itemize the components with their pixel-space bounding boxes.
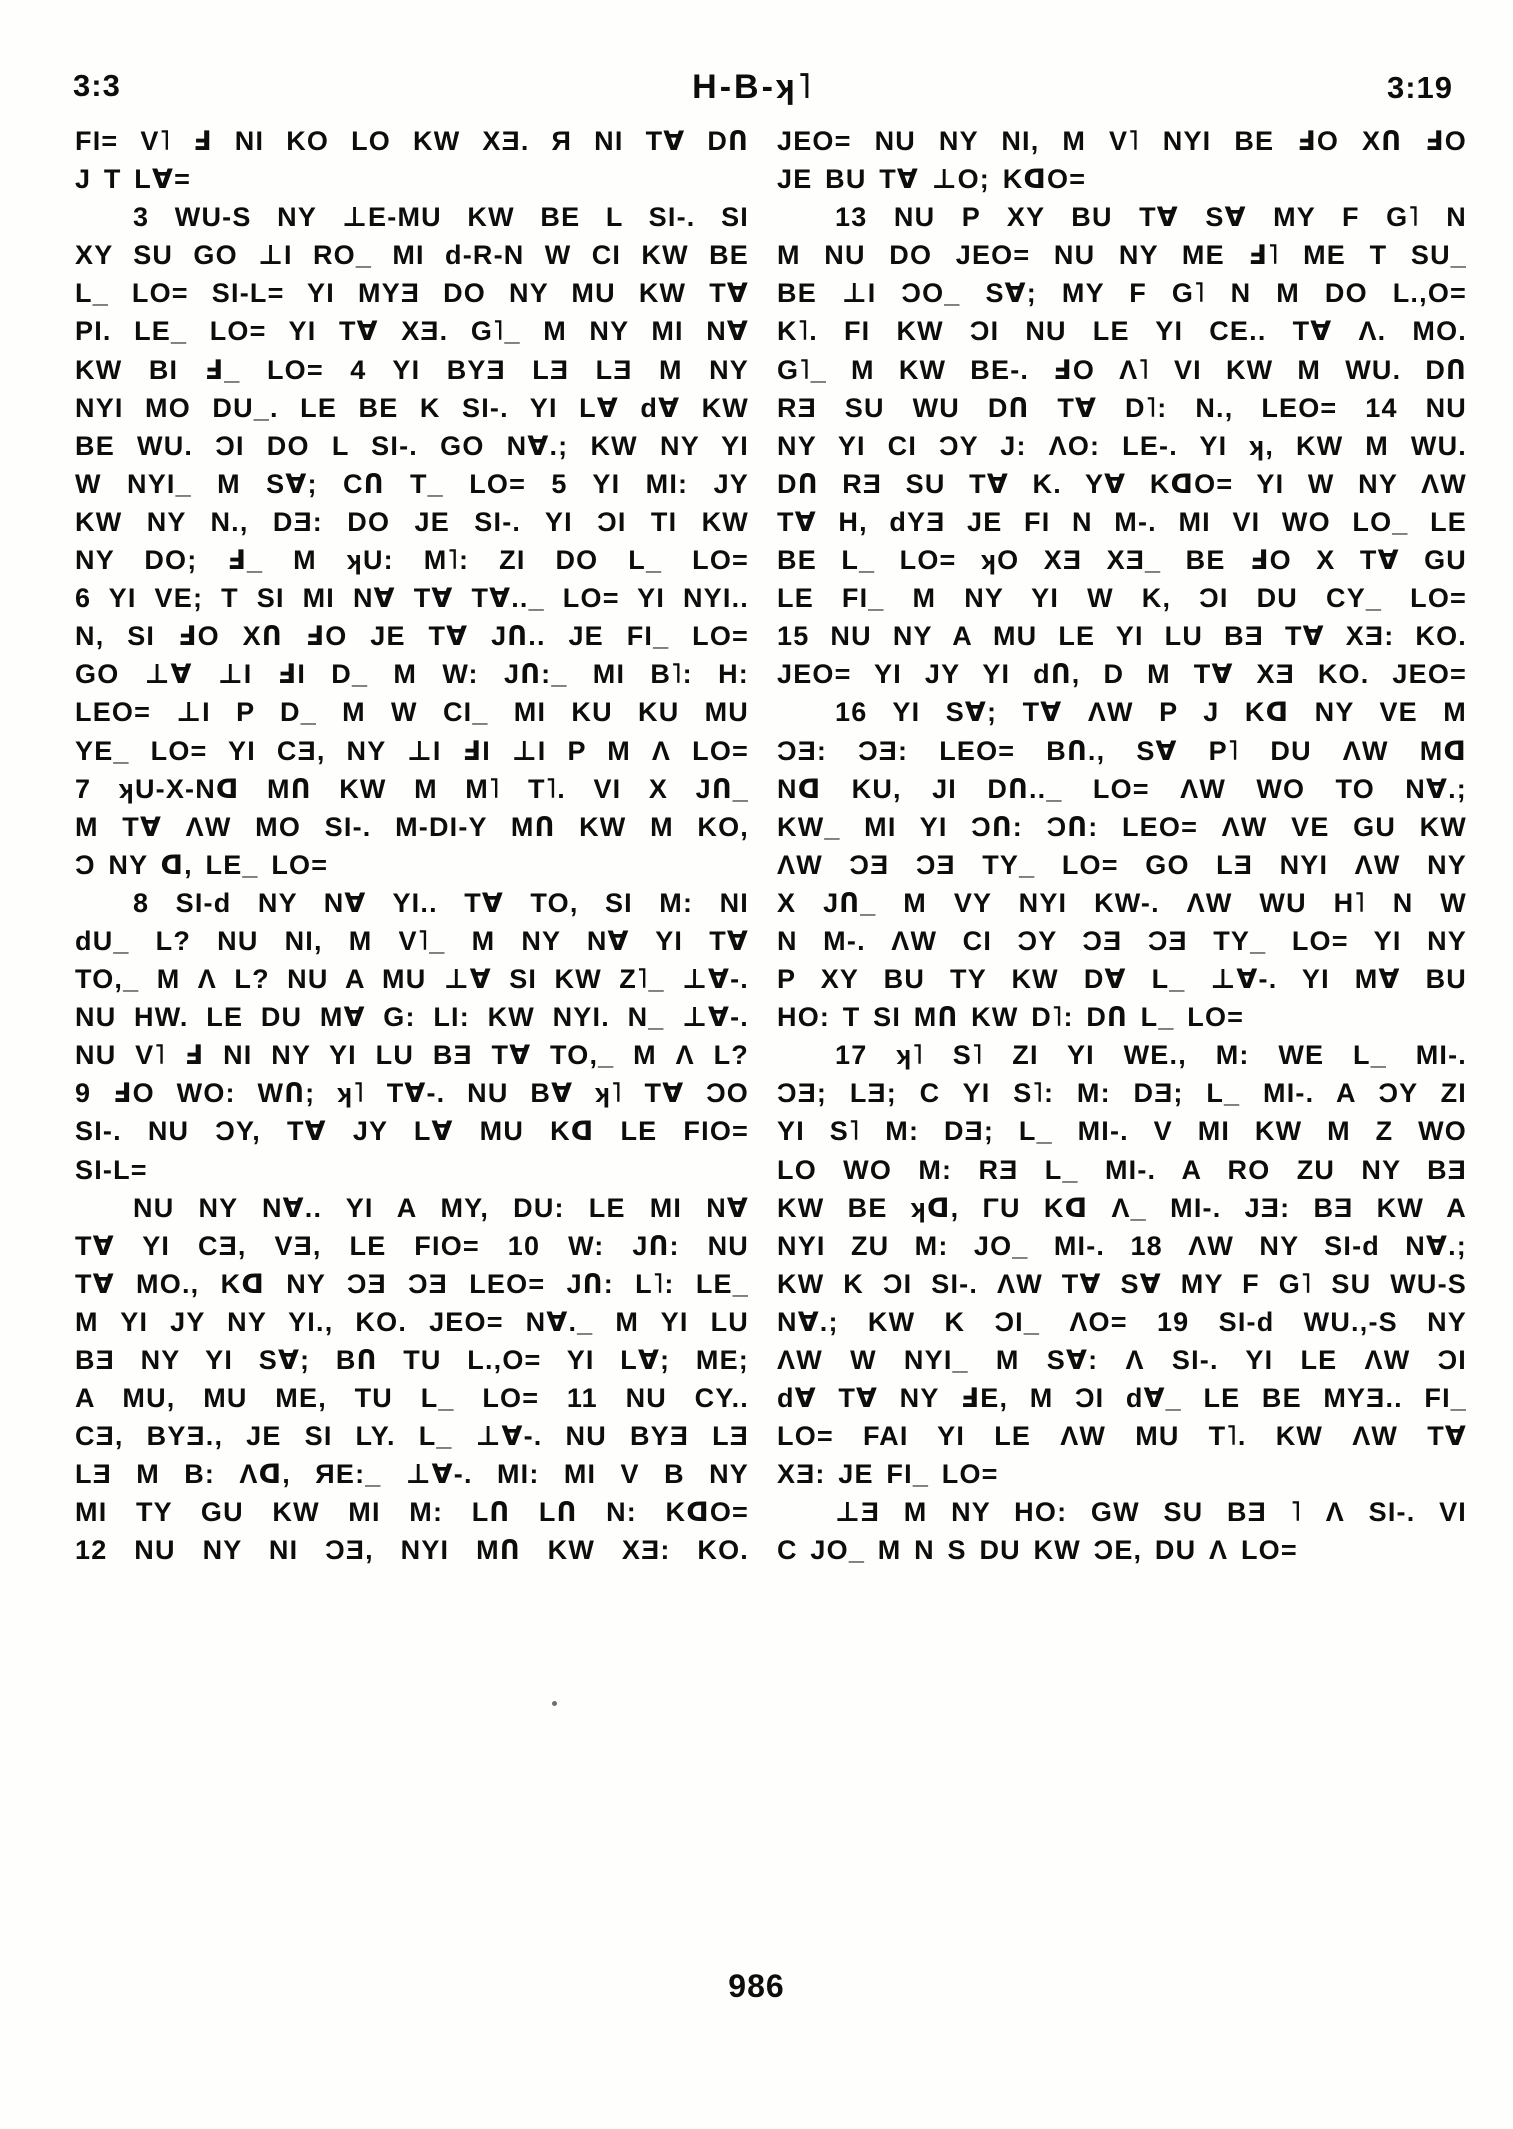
running-head-title: H-B-ʞ˥ bbox=[692, 68, 814, 106]
ink-speck bbox=[552, 1701, 557, 1706]
text-line: YI S˥ M: DƎ; L_ MI-. V MI KW M Z WO bbox=[777, 1116, 1467, 1147]
text-line: J T LⱯ= bbox=[75, 164, 192, 195]
text-line: LO WO M: RƎ L_ MI-. A RO ZU NY BƎ bbox=[777, 1154, 1467, 1185]
text-line: KW NY N., DƎ: DO JE SI-. YI ƆI TI KW bbox=[75, 506, 749, 537]
text-line: G˥_ M KW BE-. ℲO Λ˥ VI KW M WU. DՈ bbox=[777, 354, 1467, 385]
page-number: 986 bbox=[728, 1968, 785, 2004]
text-line: YE_ LO= YI CƎ, NY ⊥I ℲI ⊥I P M Λ LO= bbox=[75, 735, 749, 766]
text-line: 16 YI SⱯ; TⱯ ΛW P J Kᗡ NY VE M bbox=[835, 697, 1467, 728]
chapter-verse-right: 3:19 bbox=[1386, 70, 1453, 105]
text-line: 13 NU P XY BU TⱯ SⱯ MY F G˥ N bbox=[835, 202, 1467, 233]
text-line: NU NY NⱯ.. YI A MY, DU: LE MI NⱯ bbox=[133, 1192, 749, 1223]
text-line: TⱯ YI CƎ, VƎ, LE FIO= 10 W: JՈ: NU bbox=[75, 1230, 749, 1261]
text-line: X JՈ_ M VY NYI KW-. ΛW WU H˥ N W bbox=[777, 887, 1467, 918]
text-line: DՈ RƎ SU TⱯ K. YⱯ KᗡO= YI W NY ΛW bbox=[777, 468, 1467, 499]
text-line: NY YI CI ƆY J: ΛO: LE-. YI ʞ, KW M WU. bbox=[777, 430, 1467, 461]
text-line: KW_ MI YI ƆՈ: ƆՈ: LEO= ΛW VE GU KW bbox=[777, 811, 1467, 842]
text-line: 9 ℲO WO: WՈ; ʞ˥ TⱯ-. NU BⱯ ʞ˥ TⱯ ƆO bbox=[75, 1078, 749, 1109]
text-line: ⊥Ǝ M NY HO: GW SU BƎ ˥ Λ SI-. VI bbox=[835, 1497, 1467, 1528]
text-line: NYI MO DU_. LE BE K SI-. YI LⱯ dⱯ KW bbox=[75, 392, 749, 423]
text-line: Nᗡ KU, JI DՈ.._ LO= ΛW WO TO NⱯ.; bbox=[777, 773, 1467, 804]
text-line: XY SU GO ⊥I RO_ MI d-R-N W CI KW BE bbox=[75, 240, 749, 271]
text-line: GO ⊥Ɐ ⊥I ℲI D_ M W: JՈ:_ MI B˥: H: bbox=[75, 659, 749, 690]
running-header bbox=[73, 68, 1453, 108]
chapter-verse-left: 3:3 bbox=[73, 68, 121, 103]
text-line: JEO= YI JY YI dՈ, D M TⱯ XƎ KO. JEO= bbox=[777, 659, 1467, 690]
text-line: ΛW ƆƎ ƆƎ TY_ LO= GO LƎ NYI ΛW NY bbox=[777, 849, 1467, 880]
text-line: BE L_ LO= ʞO XƎ XƎ_ BE ℲO X TⱯ GU bbox=[777, 545, 1467, 576]
text-line: P XY BU TY KW DⱯ L_ ⊥Ɐ-. YI MⱯ BU bbox=[777, 964, 1467, 995]
text-line: 6 YI VE; T SI MI NⱯ TⱯ TⱯ.._ LO= YI NYI.. bbox=[75, 583, 749, 614]
text-line: ƆƎ: ƆƎ: LEO= BՈ., SⱯ P˥ DU ΛW Mᗡ bbox=[777, 735, 1467, 766]
text-line: FI= V˥ Ⅎ NI KO LO KW XƎ. Я NI TⱯ DՈ bbox=[75, 126, 749, 156]
text-line: NⱯ.; KW K ƆI_ ΛO= 19 SI-d WU.,-S NY bbox=[777, 1306, 1467, 1337]
text-line: JE BU TⱯ ⊥O; KᗡO= bbox=[777, 164, 1087, 195]
text-line: JEO= NU NY NI, M V˥ NYI BE ℲO XՈ ℲO bbox=[777, 126, 1467, 156]
text-line: LO= FAI YI LE ΛW MU T˥. KW ΛW TⱯ bbox=[777, 1421, 1467, 1452]
text-line: KW BE ʞᗡ, ΓU Kᗡ Λ_ MI-. JƎ: BƎ KW A bbox=[777, 1192, 1467, 1223]
text-line: BE ⊥I ƆO_ SⱯ; MY F G˥ N M DO L.,O= bbox=[777, 278, 1467, 309]
text-line: HO: T SI MՈ KW D˥: DՈ L_ LO= bbox=[777, 1002, 1245, 1033]
text-line: N, SI ℲO XՈ ℲO JE TⱯ JՈ.. JE FI_ LO= bbox=[75, 621, 749, 652]
text-line: NU V˥ Ⅎ NI NY YI LU BƎ TⱯ TO,_ M Λ L? bbox=[75, 1040, 749, 1071]
text-line: M NU DO JEO= NU NY ME Ⅎ˥ ME T SU_ bbox=[777, 240, 1467, 271]
text-line: RƎ SU WU DՈ TⱯ D˥: N., LEO= 14 NU bbox=[777, 392, 1467, 423]
text-line: K˥. FI KW ƆI NU LE YI CE.. TⱯ Λ. MO. bbox=[777, 316, 1467, 347]
text-line: C JO_ M N S DU KW ƆE, DU Λ LO= bbox=[777, 1535, 1298, 1566]
text-line: A MU, MU ME, TU L_ LO= 11 NU CY.. bbox=[75, 1383, 749, 1414]
text-line: NU HW. LE DU MⱯ G: LI: KW NYI. N_ ⊥Ɐ-. bbox=[75, 1002, 749, 1033]
text-line: TⱯ H, dYƎ JE FI N M-. MI VI WO LO_ LE bbox=[777, 506, 1467, 537]
text-line: BE WU. ƆI DO L SI-. GO NⱯ.; KW NY YI bbox=[75, 430, 749, 461]
text-line: M TⱯ ΛW MO SI-. M-DI-Y MՈ KW M KO, bbox=[75, 811, 749, 842]
text-line: Ɔ NY ᗡ, LE_ LO= bbox=[75, 849, 329, 880]
text-line: TⱯ MO., Kᗡ NY ƆƎ ƆƎ LEO= JՈ: L˥: LE_ bbox=[75, 1268, 749, 1299]
text-line: 8 SI-d NY NⱯ YI.. TⱯ TO, SI M: NI bbox=[133, 887, 749, 918]
text-line: XƎ: JE FI_ LO= bbox=[777, 1459, 999, 1490]
text-line: KW BI Ⅎ_ LO= 4 YI BYƎ LƎ LƎ M NY bbox=[75, 354, 749, 385]
text-line: 12 NU NY NI ƆƎ, NYI MՈ KW XƎ: KO. bbox=[75, 1535, 749, 1566]
text-line: LƎ M B: Λᗡ, ЯE:_ ⊥Ɐ-. MI: MI V B NY bbox=[75, 1459, 749, 1490]
text-line: L_ LO= SI-L= YI MYƎ DO NY MU KW TⱯ bbox=[75, 278, 749, 309]
text-line: N M-. ΛW CI ƆY ƆƎ ƆƎ TY_ LO= YI NY bbox=[777, 925, 1467, 956]
text-line: 15 NU NY A MU LE YI LU BƎ TⱯ XƎ: KO. bbox=[777, 621, 1467, 652]
text-column-right bbox=[777, 122, 1467, 1570]
text-line: BƎ NY YI SⱯ; BՈ TU L.,O= YI LⱯ; ME; bbox=[75, 1345, 749, 1375]
text-line: MI TY GU KW MI M: LՈ LՈ N: KᗡO= bbox=[75, 1497, 749, 1528]
text-line: LEO= ⊥I P D_ M W CI_ MI KU KU MU bbox=[75, 697, 749, 728]
text-line: TO,_ M Λ L? NU A MU ⊥Ɐ SI KW Z˥_ ⊥Ɐ-. bbox=[75, 964, 749, 995]
text-column-left bbox=[75, 122, 749, 1570]
text-line: 3 WU-S NY ⊥E-MU KW BE L SI-. SI bbox=[133, 202, 749, 233]
text-line: M YI JY NY YI., KO. JEO= NⱯ._ M YI LU bbox=[75, 1306, 749, 1337]
text-line: ΛW W NYI_ M SⱯ: Λ SI-. YI LE ΛW ƆI bbox=[777, 1345, 1467, 1375]
text-line: SI-. NU ƆY, TⱯ JY LⱯ MU Kᗡ LE FIO= bbox=[75, 1116, 749, 1147]
text-line: ƆƎ; LƎ; C YI S˥: M: DƎ; L_ MI-. A ƆY ZI bbox=[777, 1078, 1467, 1109]
text-line: dⱯ TⱯ NY ℲE, M ƆI dⱯ_ LE BE MYƎ.. FI_ bbox=[777, 1383, 1467, 1414]
text-line: dU_ L? NU NI, M V˥_ M NY NⱯ YI TⱯ bbox=[75, 925, 749, 956]
text-line: 7 ʞU-X-Nᗡ MՈ KW M M˥ T˥. VI X JՈ_ bbox=[75, 773, 749, 804]
text-line: SI-L= bbox=[75, 1154, 148, 1185]
text-line: PI. LE_ LO= YI TⱯ XƎ. G˥_ M NY MI NⱯ bbox=[75, 316, 749, 347]
text-line: LE FI_ M NY YI W K, ƆI DU CY_ LO= bbox=[777, 583, 1467, 614]
text-line: NY DO; Ⅎ_ M ʞU: M˥: ZI DO L_ LO= bbox=[75, 545, 749, 576]
text-line: KW K ƆI SI-. ΛW TⱯ SⱯ MY F G˥ SU WU-S bbox=[777, 1268, 1467, 1299]
text-line: W NYI_ M SⱯ; CՈ T_ LO= 5 YI MI: JY bbox=[75, 468, 749, 499]
text-line: CƎ, BYƎ., JE SI LY. L_ ⊥Ɐ-. NU BYƎ LƎ bbox=[75, 1421, 749, 1452]
text-line: NYI ZU M: JO_ MI-. 18 ΛW NY SI-d NⱯ.; bbox=[777, 1230, 1467, 1261]
text-line: 17 ʞ˥ S˥ ZI YI WE., M: WE L_ MI-. bbox=[835, 1040, 1467, 1071]
